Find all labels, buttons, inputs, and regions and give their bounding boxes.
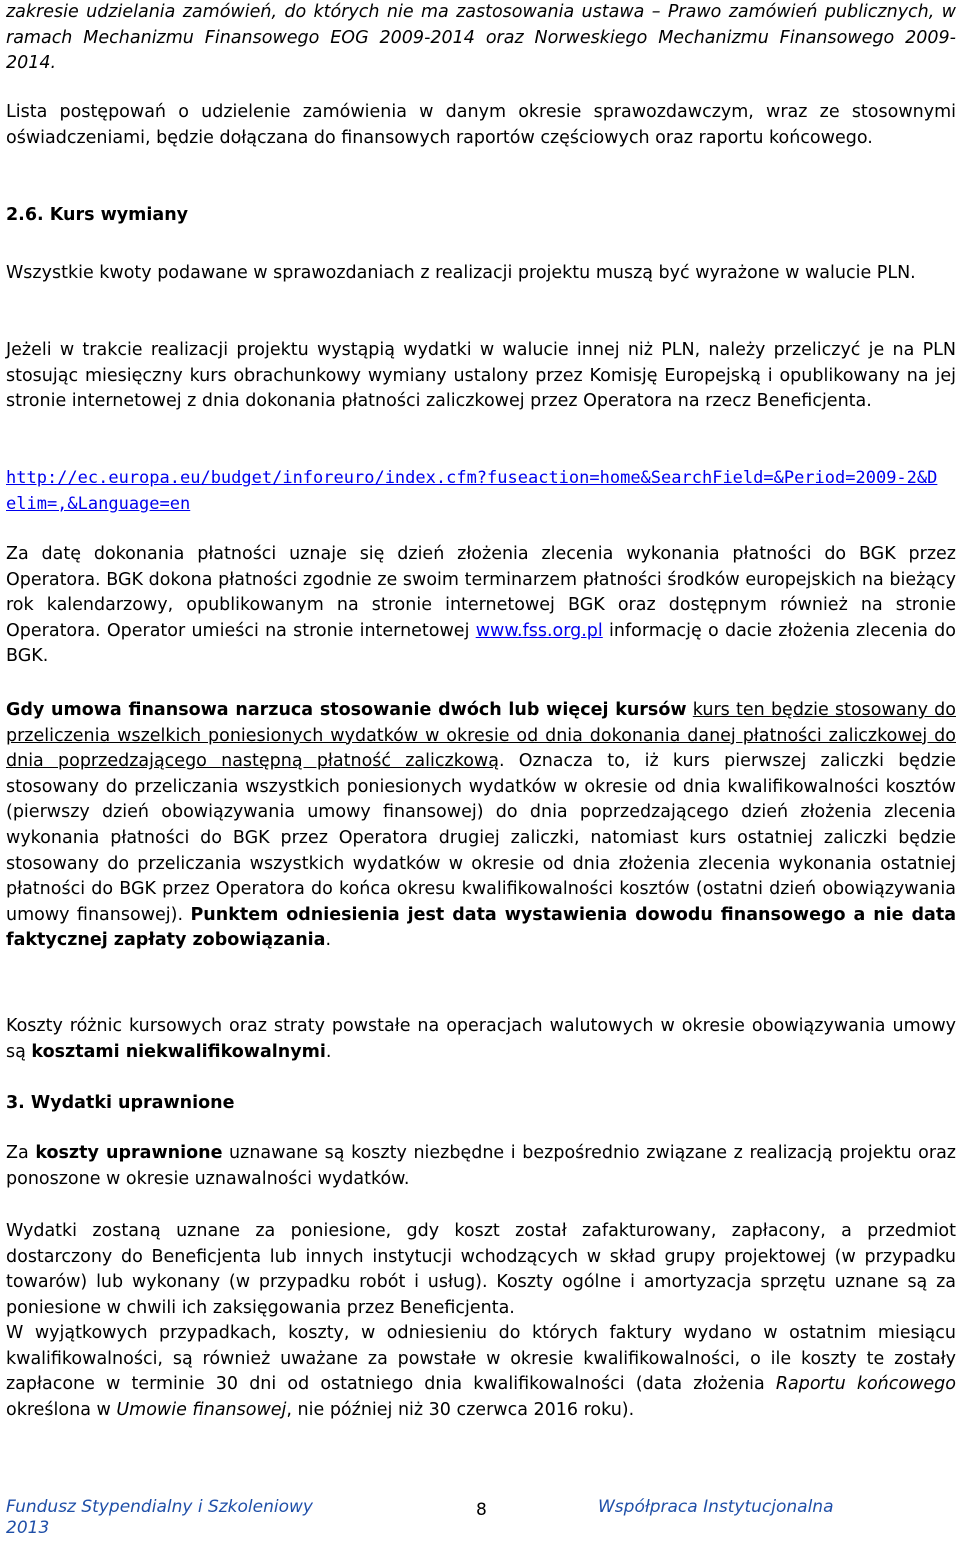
fx-differences-paragraph — [6, 1014, 956, 1065]
intro-continued-paragraph: zakresie udzielania zamówień, do których nie ma zastosowania ustawa – Prawo zamówień publicznych, w ramach Mechanizmu Finansowego EOG 2009-2014 oraz Norweskiego Mechanizmu Finansowego 2009-2014. — [6, 2, 956, 74]
multiple-rates-underlined: kurs ten będzie stosowany do przeliczenia wszelkich poniesionych wydatków w okresie od dnia dokonania danej płatności zaliczkowej do dnia poprzedzającego następną płatność zaliczkową — [6, 700, 956, 772]
proceedings-list-paragraph: Lista postępowań o udzielenie zamówienia w danym okresie sprawozdawczym, wraz ze stosownymi oświadczeniami, będzie dołączana do finansowych raportów częściowych oraz raportu końcowego. — [6, 102, 956, 148]
non-eligible-costs-bold: kosztami niekwalifikowalnymi — [31, 1041, 326, 1062]
fx-differences-text: Koszty różnic kursowych oraz straty powstałe na operacjach walutowych w okresie obowiązywania umowy są — [6, 1016, 956, 1062]
final-report-italic: Raportu końcowego — [775, 1374, 956, 1395]
payment-date-text-end: informację o dacie złożenia zlecenia do BGK. — [6, 620, 956, 667]
exceptional-cases-paragraph — [6, 1321, 956, 1423]
exception-text-end: , nie później niż 30 czerwca 2016 roku). — [286, 1399, 635, 1420]
reference-point-bold: Punktem odniesienia jest data wystawienia dowodu finansowego a nie data faktycznej zapłaty zobowiązania — [6, 904, 957, 951]
exception-text: W wyjątkowych przypadkach, koszty, w odniesieniu do których faktury wydano w ostatnim miesiącu kwalifikowalności, są również uważane za powstałe w okresie kwalifikowalności, o ile koszty te zostały zapłacone w terminie 30 dni od ostatniego dnia kwalifikowalności (data złożenia — [6, 1323, 956, 1395]
eligible-costs-text: Za — [6, 1143, 36, 1163]
page-footer — [6, 1497, 956, 1545]
eligible-costs-paragraph — [6, 1141, 956, 1192]
section-3-heading: 3. Wydatki uprawnione — [6, 1093, 235, 1113]
eligible-costs-bold: koszty uprawnione — [35, 1143, 223, 1163]
page-number: 8 — [476, 1500, 487, 1520]
exception-text-mid: określona w — [6, 1399, 117, 1420]
period: . — [325, 930, 332, 951]
multiple-rates-paragraph — [6, 698, 956, 954]
pln-paragraph: Wszystkie kwoty podawane w sprawozdaniach z realizacji projektu muszą być wyrażone w walucie PLN. — [6, 263, 916, 283]
footer-program-name: Fundusz Stypendialny i Szkoleniowy 2013 — [6, 1497, 313, 1538]
payment-date-paragraph — [6, 542, 956, 670]
eligible-costs-text-end: uznawane są koszty niezbędne i bezpośrednio związane z realizacją projektu oraz ponoszone w okresie uznawalności wydatków. — [6, 1143, 956, 1189]
multiple-rates-bold: Gdy umowa finansowa narzuca stosowanie dwóch lub więcej kursów — [6, 700, 687, 720]
section-2-6-heading: 2.6. Kurs wymiany — [6, 205, 189, 225]
exchange-rate-link[interactable]: http://ec.europa.eu/budget/inforeuro/index.cfm?fuseaction=home&SearchField=&Period=2009-2&Delim=,&Language=en — [6, 468, 938, 514]
financial-agreement-italic: Umowie finansowej — [116, 1399, 287, 1420]
footer-section-name: Współpraca Instytucjonalna — [598, 1497, 834, 1517]
multiple-rates-text: . Oznacza to, iż kurs pierwszej zaliczki będzie stosowany do przeliczania wszystkich poniesionych wydatków w okresie od dnia kwalifikowalności kosztów (pierwszy dzień obowiązywania umowy finansowej) do dnia poprzedzającego dzień złożenia zlecenia wykonania płatności do BGK przez Operatora drugiej zaliczki, natomiast kurs ostatniej zaliczki będzie stosowany do przeliczania wszystkich wydatków w okresie od dnia złożenia zlecenia wykonania ostatniej płatności do BGK przez Operatora do końca okresu kwalifikowalności kosztów (ostatni dzień obowiązywania umowy finansowej). — [6, 751, 956, 925]
incurred-costs-paragraph: Wydatki zostaną uznane za poniesione, gdy koszt został zafakturowany, zapłacony, a przedmiot dostarczony do Beneficjenta lub innych instytucji wchodzących w skład grupy projektowej (w przypadku towarów) lub wykonany (w przypadku robót i usług). Koszty ogólne i amortyzacja sprzętu uznane są za poniesione w chwili ich zaksięgowania przez Beneficjenta. — [6, 1221, 956, 1318]
payment-date-text: Za datę dokonania płatności uznaje się dzień złożenia zlecenia wykonania płatności do BGK przez Operatora. BGK dokona płatności zgodnie ze swoim terminarzem płatności środków europejskich na bieżący rok kalendarzowy, opublikowanym na stronie internetowej BGK oraz dostępnym również na stronie Operatora. Operator umieści na stronie internetowej — [6, 544, 956, 641]
currency-conversion-paragraph: Jeżeli w trakcie realizacji projektu wystąpią wydatki w walucie innej niż PLN, należy przeliczyć je na PLN stosując miesięczny kurs obrachunkowy wymiany ustalony przez Komisję Europejską i opublikowany na jej stronie internetowej z dnia dokonania płatności zaliczkowej przez Operatora na rzecz Beneficjenta. — [6, 340, 956, 412]
period: . — [325, 1041, 332, 1062]
fss-link[interactable]: www.fss.org.pl — [475, 620, 603, 641]
